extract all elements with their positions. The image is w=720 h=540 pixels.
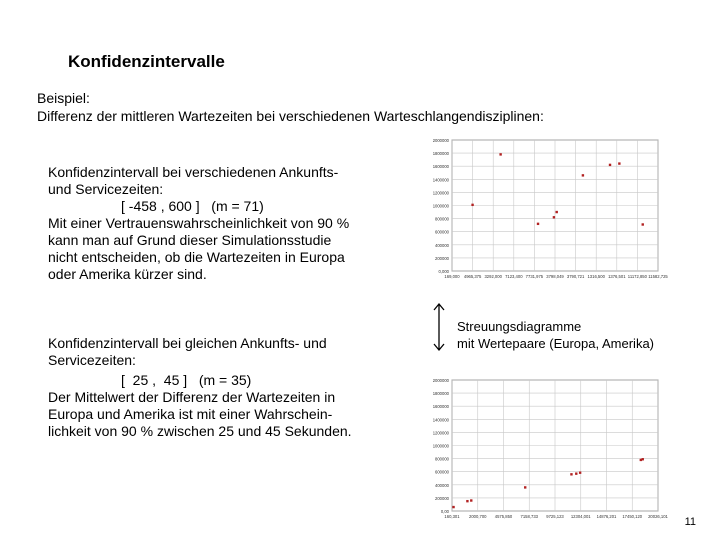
data-point bbox=[556, 211, 558, 213]
block1-line-2: und Servicezeiten: bbox=[48, 181, 164, 197]
x-tick-label: 4575,850 bbox=[494, 514, 513, 519]
intro-line-1: Beispiel: bbox=[37, 90, 90, 106]
block1-emphasis: verschiedenen bbox=[184, 164, 277, 180]
block1-interval: [ -458 , 600 ] (m = 71) bbox=[121, 198, 264, 214]
x-tick-label: 3292,000 bbox=[484, 274, 502, 279]
x-tick-label: 1376,501 bbox=[608, 274, 626, 279]
x-tick-label: 1316,500 bbox=[587, 274, 605, 279]
y-tick-label: 1600000 bbox=[432, 404, 449, 410]
data-point bbox=[618, 162, 620, 164]
data-point bbox=[524, 486, 526, 488]
block2-line-1: Konfidenzintervall bei gleichen Ankunfts- und bbox=[48, 335, 327, 351]
y-tick-label: 1800000 bbox=[432, 151, 449, 157]
data-point bbox=[642, 458, 644, 460]
data-point bbox=[470, 499, 472, 501]
scatter-caption bbox=[457, 318, 654, 352]
page-title: Konfidenzintervalle bbox=[68, 52, 225, 71]
data-point bbox=[642, 223, 644, 225]
data-point bbox=[471, 204, 473, 206]
data-point bbox=[452, 506, 454, 508]
x-tick-label: 7158,733 bbox=[520, 514, 538, 519]
data-point bbox=[553, 216, 555, 218]
block1-line-6: nicht entscheiden, ob die Wartezeiten in Europa bbox=[48, 249, 345, 265]
data-point bbox=[609, 164, 611, 166]
block2-line-2: Servicezeiten: bbox=[48, 352, 136, 368]
scatter-chart-2 bbox=[420, 375, 668, 525]
x-tick-label: 11582,725 bbox=[648, 274, 668, 279]
x-tick-label: 20026,101 bbox=[648, 514, 668, 519]
scatter-caption-line-1: Streuungsdiagramme bbox=[457, 319, 582, 334]
x-tick-label: 7731,975 bbox=[525, 274, 544, 279]
x-tick-label: 160,301 bbox=[444, 514, 460, 519]
block1-line-4: Mit einer Vertrauenswahrscheinlichkeit von 90 % bbox=[48, 215, 350, 231]
double-arrow-icon bbox=[431, 301, 447, 353]
x-tick-label: 3798,049 bbox=[546, 274, 564, 279]
scatter-caption-line-2: mit Wertepaare (Europa, Amerika) bbox=[457, 336, 654, 351]
data-point bbox=[570, 473, 572, 475]
y-tick-label: 2000000 bbox=[432, 138, 449, 143]
x-tick-label: 12304,001 bbox=[570, 514, 591, 519]
y-tick-label: 600000 bbox=[435, 469, 449, 475]
y-tick-label: 1800000 bbox=[432, 391, 449, 397]
block2-line-5: Europa und Amerika ist mit einer Wahrschein- bbox=[48, 406, 333, 422]
y-tick-label: 1400000 bbox=[432, 177, 449, 183]
y-tick-label: 400000 bbox=[435, 242, 449, 248]
x-tick-label: 3790,721 bbox=[566, 274, 585, 279]
data-point bbox=[466, 500, 468, 502]
y-tick-label: 200000 bbox=[435, 255, 449, 261]
y-tick-label: 1400000 bbox=[432, 417, 449, 423]
data-point bbox=[582, 174, 584, 176]
y-tick-label: 1000000 bbox=[432, 203, 449, 209]
data-point bbox=[579, 471, 581, 473]
x-tick-label: 7123,400 bbox=[505, 274, 523, 279]
y-tick-label: 800000 bbox=[435, 216, 449, 222]
x-tick-label: 11172,850 bbox=[627, 274, 647, 279]
y-tick-label: 1200000 bbox=[432, 190, 449, 196]
y-tick-label: 0,000 bbox=[438, 269, 449, 274]
block2-line-4: Der Mittelwert der Differenz der Wartezeiten in bbox=[48, 389, 336, 405]
x-tick-label: 4965,375 bbox=[463, 274, 482, 279]
block1-line-1: Konfidenzintervall bei verschiedenen Ankunfts- bbox=[48, 164, 339, 180]
y-tick-label: 400000 bbox=[435, 482, 449, 488]
page-number: 11 bbox=[684, 516, 696, 528]
intro-line-2: Differenz der mittleren Wartezeiten bei verschiedenen Warteschlangendisziplinen: bbox=[37, 108, 544, 124]
data-point bbox=[575, 472, 577, 474]
block1-line-7: oder Amerika kürzer sind. bbox=[48, 266, 207, 282]
data-point bbox=[499, 153, 501, 155]
y-tick-label: 1600000 bbox=[432, 164, 449, 170]
y-tick-label: 200000 bbox=[435, 495, 449, 501]
scatter-chart-1 bbox=[420, 135, 668, 285]
y-tick-label: 800000 bbox=[435, 456, 449, 462]
block2-line-6: lichkeit von 90 % zwischen 25 und 45 Sekunden. bbox=[48, 423, 352, 439]
x-tick-label: 9725,123 bbox=[546, 514, 564, 519]
block2-emphasis: gleichen bbox=[184, 335, 238, 351]
x-tick-label: 14876,201 bbox=[596, 514, 617, 519]
block2-interval: [ 25 , 45 ] (m = 35) bbox=[121, 372, 252, 388]
y-tick-label: 1200000 bbox=[432, 430, 449, 436]
data-point bbox=[537, 223, 539, 225]
block1-line-5: kann man auf Grund dieser Simulationsstudie bbox=[48, 232, 332, 248]
x-tick-label: 2000,700 bbox=[469, 514, 487, 519]
y-tick-label: 600000 bbox=[435, 229, 449, 235]
y-tick-label: 2000000 bbox=[432, 378, 449, 383]
x-tick-label: 169,000 bbox=[444, 274, 460, 279]
y-tick-label: 0,00 bbox=[440, 509, 449, 514]
y-tick-label: 1000000 bbox=[432, 443, 449, 449]
x-tick-label: 17450,120 bbox=[622, 514, 643, 519]
